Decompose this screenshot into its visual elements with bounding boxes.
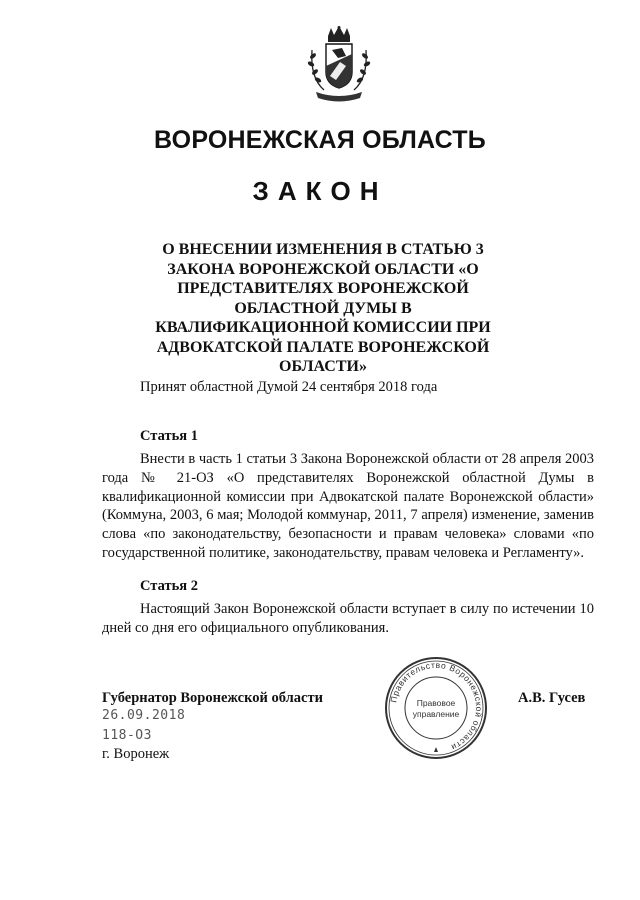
article-1-heading: Статья 1 [140, 428, 198, 444]
seal-icon [384, 656, 488, 760]
signatory-name: А.В. Гусев [518, 690, 586, 706]
adoption-note: Принят областной Думой 24 сентября 2018 года [140, 379, 438, 395]
signatory-position: Губернатор Воронежской области [102, 690, 323, 706]
article-2-heading: Статья 2 [140, 578, 198, 594]
signing-date: 26.09.2018 [102, 708, 186, 723]
article-1-text: Внести в часть 1 статьи 3 Закона Воронежской области от 28 апреля 2003 года № 21-ОЗ «О представителях Воронежской областной Думы в квалификационной комиссии при Адвокатской палате Воронежской области» (Коммуна, 2003, 6 мая; Молодой коммунар, 2011, 7 апреля) изменение, заменив слова «по законодательству, безопасности и правам человека» словами «по государственной политике, законодательству, правам человека и Регламенту». [102, 451, 594, 561]
region-name: ВОРОНЕЖСКАЯ ОБЛАСТЬ [154, 126, 486, 154]
document-type: ЗАКОН [252, 176, 388, 206]
coat-of-arms-icon [296, 26, 382, 106]
seal-outer-text: Правительство Воронежской области [388, 659, 485, 753]
signing-city: г. Воронеж [102, 746, 170, 762]
seal-inner-line-1: Правовое [416, 698, 456, 708]
law-number: 118-ОЗ [102, 728, 152, 743]
article-2-text: Настоящий Закон Воронежской области вступает в силу по истечении 10 дней со дня его официального опубликования. [102, 601, 594, 636]
seal-inner-line-2: управление [412, 709, 460, 719]
law-title: О ВНЕСЕНИИ ИЗМЕНЕНИЯ В СТАТЬЮ 3 ЗАКОНА ВОРОНЕЖСКОЙ ОБЛАСТИ «О ПРЕДСТАВИТЕЛЯХ ВОРОНЕЖСКОЙ ОБЛАСТНОЙ ДУМЫ В КВАЛИФИКАЦИОННОЙ КОМИССИИ ПРИ АДВОКАТСКОЙ ПАЛАТЕ ВОРОНЕЖСКОЙ ОБЛАСТИ» [155, 241, 491, 375]
